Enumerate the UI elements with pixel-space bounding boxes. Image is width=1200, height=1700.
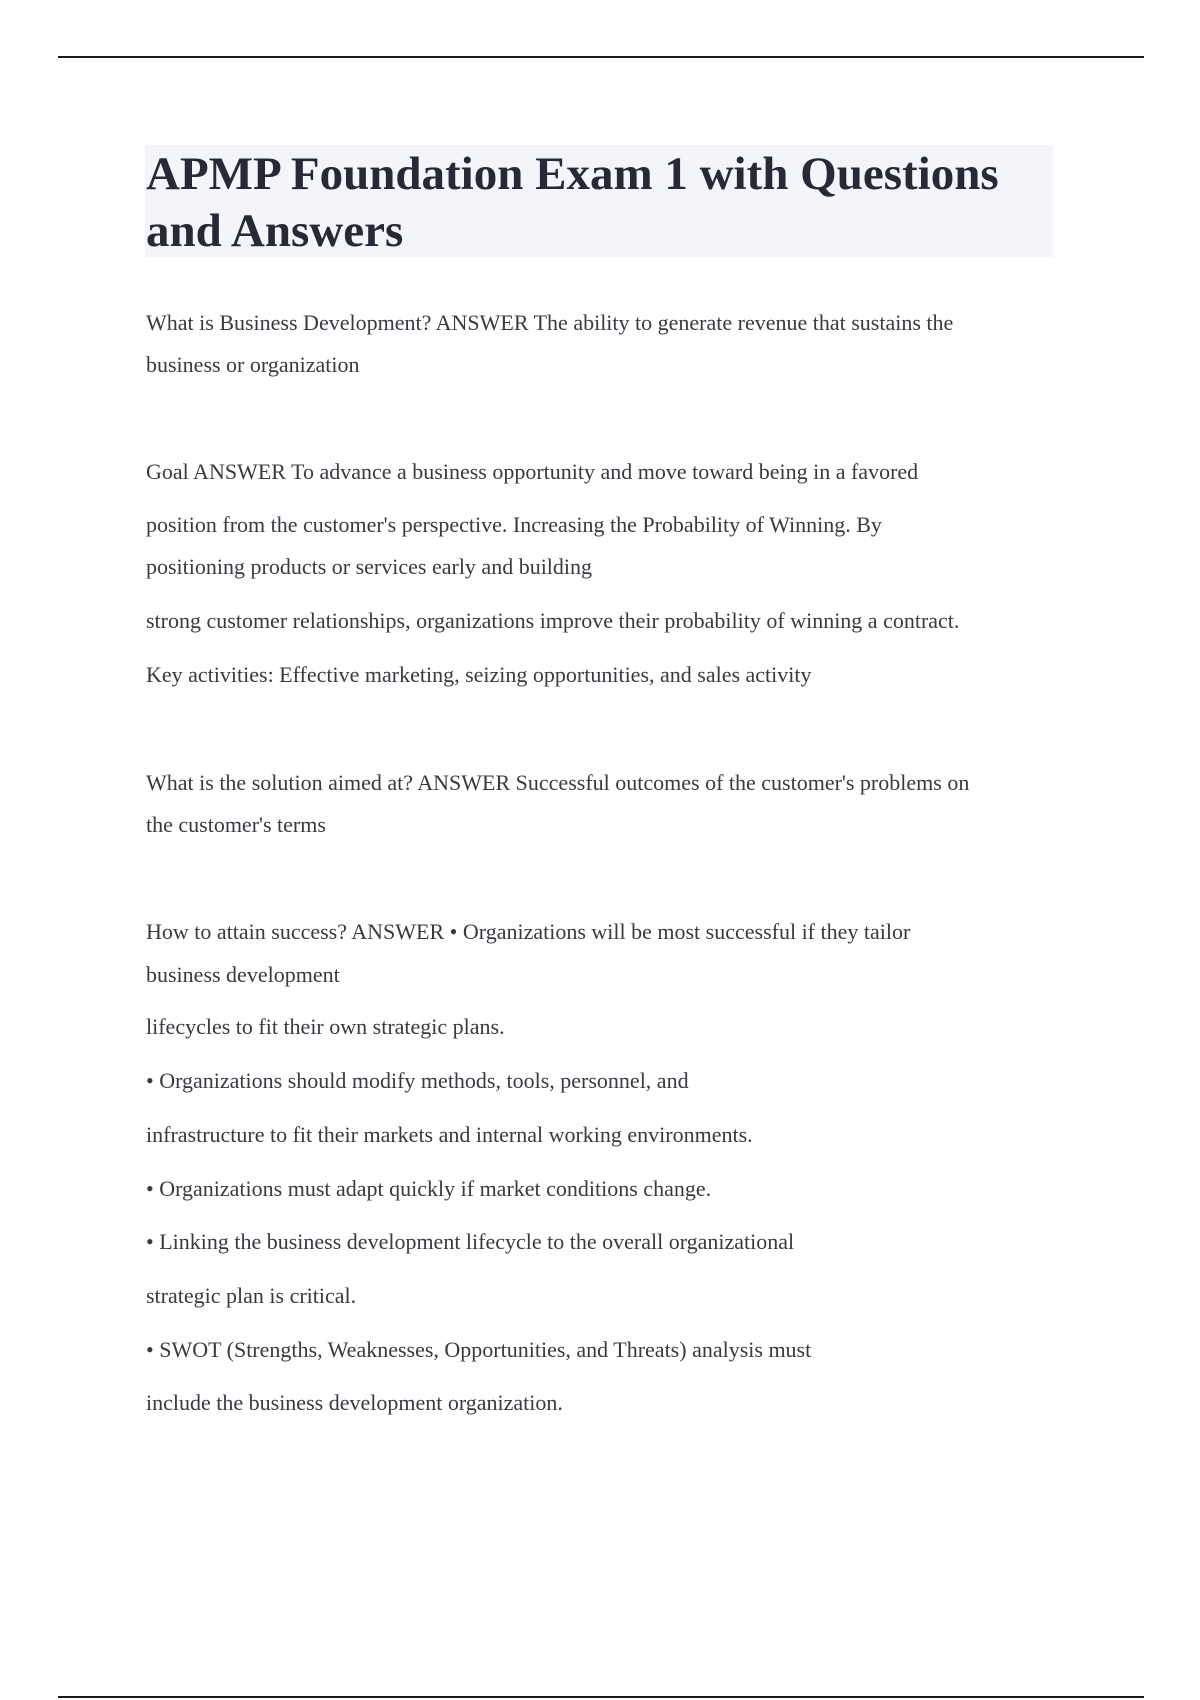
qa1-line-2: business or organization — [146, 352, 360, 377]
qa4-line-8: strategic plan is critical. — [146, 1283, 357, 1308]
title-line-2: and Answers — [146, 205, 404, 257]
qa4-line-2: business development — [146, 962, 340, 987]
qa2-line-2: position from the customer's perspective. Increasing the Probability of Winning. By — [146, 512, 882, 537]
qa4-line-1: How to attain success? ANSWER • Organizations will be most successful if they tailor — [146, 919, 911, 944]
bottom-divider — [58, 1696, 1144, 1698]
qa2-line-3: positioning products or services early and building — [146, 554, 593, 579]
document-title — [146, 146, 1051, 260]
qa4-line-4: • Organizations should modify methods, tools, personnel, and — [146, 1068, 689, 1093]
qa3-line-2: the customer's terms — [146, 812, 326, 837]
qa4-line-7: • Linking the business development lifecycle to the overall organizational — [146, 1229, 795, 1254]
title-line-1: APMP Foundation Exam 1 with Questions — [146, 148, 999, 200]
qa4-line-3: lifecycles to fit their own strategic plans. — [146, 1014, 505, 1039]
qa4-line-10: include the business development organization. — [146, 1390, 563, 1415]
qa4-line-5: infrastructure to fit their markets and internal working environments. — [146, 1122, 753, 1147]
qa3-line-1: What is the solution aimed at? ANSWER Successful outcomes of the customer's problems on — [146, 770, 970, 795]
qa2-line-1: Goal ANSWER To advance a business opportunity and move toward being in a favored — [146, 459, 919, 484]
qa4-line-6: • Organizations must adapt quickly if market conditions change. — [146, 1176, 712, 1201]
qa1-line-1: What is Business Development? ANSWER The ability to generate revenue that sustains the — [146, 310, 954, 335]
qa4-line-9: • SWOT (Strengths, Weaknesses, Opportunities, and Threats) analysis must — [146, 1337, 812, 1362]
top-divider — [58, 56, 1144, 58]
qa2-line-4: strong customer relationships, organizations improve their probability of winning a contract. — [146, 608, 960, 633]
qa2-line-5: Key activities: Effective marketing, seizing opportunities, and sales activity — [146, 662, 812, 687]
